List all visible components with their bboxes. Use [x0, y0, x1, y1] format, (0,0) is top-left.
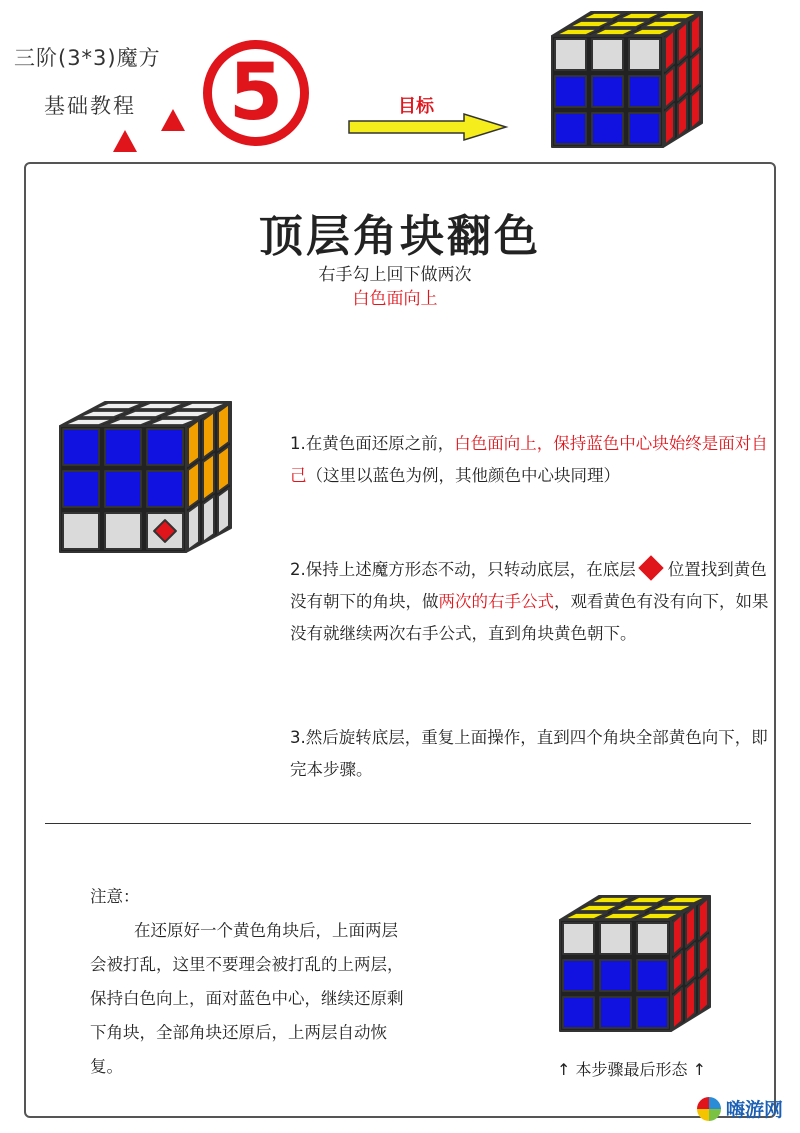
- cube-sticker-right: [691, 14, 700, 55]
- cube-sticker-front: [105, 429, 141, 465]
- step-number-badge: 5: [203, 40, 309, 146]
- arrow-right-icon: [346, 112, 510, 142]
- cube-sticker-front: [147, 429, 183, 465]
- cube-sticker-right: [673, 951, 682, 992]
- step-2-text: 2.保持上述魔方形态不动，只转动底层，在底层 位置找到黄色没有朝下的角块，做两次的右手公式，观看黄色有没有向下，如果没有就继续两次右手公式，直到角块黄色朝下。: [290, 554, 770, 650]
- cube-sticker-front: [592, 39, 623, 70]
- cube-sticker-front: [147, 471, 183, 507]
- cube-sticker-right: [673, 988, 682, 1029]
- logo-icon: [697, 1097, 721, 1121]
- red-triangle-icon: [113, 130, 137, 152]
- cube-sticker-front: [563, 997, 594, 1028]
- cube-sticker-right: [188, 462, 199, 508]
- cube-sticker-right: [665, 30, 674, 71]
- divider: [45, 823, 751, 824]
- cube-sticker-front: [563, 923, 594, 954]
- cube-sticker-right: [218, 404, 229, 450]
- cube-sticker-front: [637, 960, 668, 991]
- cube-sticker-right: [699, 898, 708, 939]
- example-cube-image: [56, 398, 246, 574]
- note-body: 在还原好一个黄色角块后，上面两层会被打乱，这里不要理会被打乱的上两层，保持白色向上，面对蓝色中心，继续还原剩下角块，全部角块还原后，上两层自动恢复。: [90, 921, 404, 1076]
- cube-sticker-right: [691, 51, 700, 92]
- cube-sticker-front: [105, 513, 141, 549]
- cube-sticker-right: [188, 504, 199, 550]
- final-state-caption: ↑ 本步骤最后形态 ↑: [557, 1060, 706, 1079]
- cube-sticker-front: [592, 76, 623, 107]
- cube-sticker-right: [673, 914, 682, 955]
- cube-sticker-right: [686, 980, 695, 1021]
- cube-sticker-right: [665, 104, 674, 145]
- cube-sticker-right: [678, 96, 687, 137]
- cube-sticker-front: [63, 429, 99, 465]
- step-3-text: 3.然后旋转底层，重复上面操作，直到四个角块全部黄色向下，即完本步骤。: [290, 728, 768, 779]
- cube-sticker-front: [555, 76, 586, 107]
- cube-sticker-front: [629, 39, 660, 70]
- red-triangle-icon: [161, 109, 185, 131]
- goal-label: 目标: [398, 96, 434, 117]
- cube-sticker-front: [637, 923, 668, 954]
- cube-sticker-right: [699, 972, 708, 1013]
- cube-sticker-front: [555, 113, 586, 144]
- final-cube-image: [556, 892, 728, 1052]
- cube-sticker-front: [555, 39, 586, 70]
- cube-sticker-right: [203, 412, 214, 458]
- cube-sticker-right: [665, 67, 674, 108]
- cube-sticker-right: [699, 935, 708, 976]
- page-title: 顶层角块翻色: [259, 211, 541, 262]
- cube-sticker-right: [686, 943, 695, 984]
- watermark: 嗨游网: [726, 1099, 784, 1121]
- cube-sticker-front: [629, 76, 660, 107]
- goal-cube-image: [548, 8, 720, 164]
- cube-sticker-front: [600, 997, 631, 1028]
- cube-sticker-front: [63, 471, 99, 507]
- cube-sticker-right: [203, 454, 214, 500]
- note-heading: 注意：: [90, 887, 140, 906]
- red-diamond-icon: [638, 555, 663, 580]
- cube-sticker-right: [203, 496, 214, 542]
- cube-sticker-right: [678, 22, 687, 63]
- guide-title: 三阶(3*3)魔方: [14, 46, 161, 70]
- cube-sticker-front: [592, 113, 623, 144]
- cube-sticker-right: [691, 88, 700, 129]
- cube-sticker-front: [600, 960, 631, 991]
- cube-sticker-right: [188, 420, 199, 466]
- guide-subtitle: 基础教程: [44, 94, 136, 118]
- cube-sticker-right: [686, 906, 695, 947]
- cube-sticker-front: [563, 960, 594, 991]
- cube-sticker-front: [629, 113, 660, 144]
- cube-sticker-right: [218, 488, 229, 534]
- step-1-text: 1.在黄色面还原之前，白色面向上，保持蓝色中心块始终是面对自己（这里以蓝色为例，其他颜色中心块同理）: [290, 434, 768, 485]
- cube-sticker-right: [218, 446, 229, 492]
- cube-sticker-front: [63, 513, 99, 549]
- cube-sticker-front: [600, 923, 631, 954]
- cube-sticker-front: [637, 997, 668, 1028]
- cube-sticker-front: [105, 471, 141, 507]
- cube-sticker-right: [678, 59, 687, 100]
- formula-hint: 右手勾上回下做两次: [318, 265, 472, 285]
- orientation-hint: 白色面向上: [352, 289, 438, 309]
